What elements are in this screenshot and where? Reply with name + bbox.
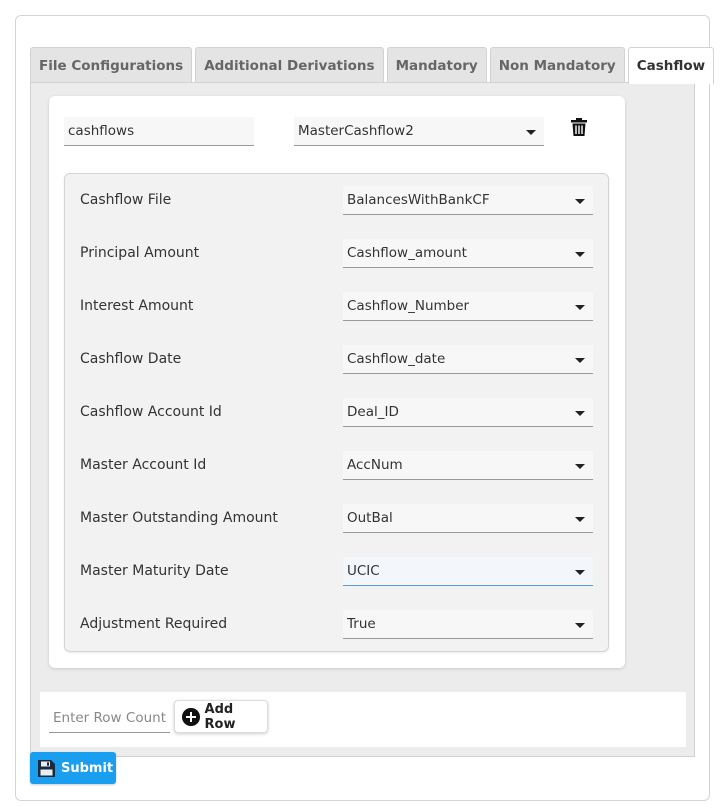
caret-down-icon bbox=[575, 411, 585, 416]
master-cashflow-select[interactable] bbox=[294, 117, 544, 146]
caret-down-icon bbox=[575, 464, 585, 469]
caret-down-icon bbox=[575, 623, 585, 628]
trash-icon[interactable] bbox=[571, 118, 587, 136]
master-account-id-label: Master Account Id bbox=[80, 457, 207, 473]
mapping-row-master-maturity-date bbox=[65, 557, 608, 586]
row-count-input[interactable] bbox=[49, 703, 170, 733]
cashflow-file-value: BalancesWithBankCF bbox=[347, 192, 490, 208]
mapping-row-master-account-id bbox=[65, 451, 608, 480]
caret-down-icon bbox=[575, 305, 585, 310]
mapping-row-principal-amount bbox=[65, 239, 608, 268]
mapping-row-master-outstanding-amount bbox=[65, 504, 608, 533]
cashflow-account-id-label: Cashflow Account Id bbox=[80, 404, 222, 420]
submit-button[interactable] bbox=[30, 752, 116, 784]
master-outstanding-amount-label: Master Outstanding Amount bbox=[80, 510, 278, 526]
cashflow-date-value: Cashflow_date bbox=[347, 351, 446, 367]
tab-additional-derivations[interactable]: Additional Derivations bbox=[195, 47, 383, 83]
adjustment-required-label: Adjustment Required bbox=[80, 616, 228, 632]
cashflow-date-label: Cashflow Date bbox=[80, 351, 182, 367]
tab-file-configurations[interactable]: File Configurations bbox=[30, 47, 192, 83]
tab-mandatory[interactable]: Mandatory bbox=[387, 47, 487, 83]
interest-amount-label: Interest Amount bbox=[80, 298, 194, 314]
caret-down-icon bbox=[575, 199, 585, 204]
cashflow-name-input[interactable] bbox=[64, 117, 254, 146]
interest-amount-select[interactable] bbox=[343, 292, 593, 321]
cashflow-account-id-select[interactable] bbox=[343, 398, 593, 427]
adjustment-required-select[interactable] bbox=[343, 610, 593, 639]
tab-bar bbox=[30, 31, 717, 83]
mapping-row-adjustment-required bbox=[65, 610, 608, 639]
add-row-button-label: Add Row bbox=[204, 701, 236, 732]
cashflow-date-select[interactable] bbox=[343, 345, 593, 374]
caret-down-icon bbox=[575, 517, 585, 522]
caret-down-icon bbox=[526, 130, 536, 135]
cashflow-tab-panel bbox=[30, 82, 695, 757]
cashflow-account-id-value: Deal_ID bbox=[347, 404, 399, 420]
cashflow-row bbox=[49, 96, 625, 668]
tab-cashflow[interactable]: Cashflow bbox=[628, 47, 714, 84]
add-row-button[interactable] bbox=[174, 700, 268, 733]
cashflow-file-select[interactable] bbox=[343, 186, 593, 215]
plus-circle-icon bbox=[182, 708, 200, 726]
mapping-row-cashflow-date bbox=[65, 345, 608, 374]
master-maturity-date-select[interactable] bbox=[343, 557, 593, 586]
config-card bbox=[15, 15, 710, 801]
master-maturity-date-value: UCIC bbox=[347, 563, 380, 579]
master-outstanding-amount-value: OutBal bbox=[347, 510, 393, 526]
master-account-id-select[interactable] bbox=[343, 451, 593, 480]
master-outstanding-amount-select[interactable] bbox=[343, 504, 593, 533]
mapping-row-interest-amount bbox=[65, 292, 608, 321]
adjustment-required-value: True bbox=[347, 616, 376, 632]
master-cashflow-select-value: MasterCashflow2 bbox=[298, 123, 414, 139]
interest-amount-value: Cashflow_Number bbox=[347, 298, 470, 314]
floppy-disk-icon bbox=[38, 760, 55, 777]
caret-down-icon bbox=[575, 252, 585, 257]
tab-non-mandatory[interactable]: Non Mandatory bbox=[490, 47, 625, 83]
column-mapping-panel bbox=[64, 173, 609, 652]
principal-amount-label: Principal Amount bbox=[80, 245, 200, 261]
caret-down-icon bbox=[575, 570, 585, 575]
principal-amount-value: Cashflow_amount bbox=[347, 245, 467, 261]
mapping-row-cashflow-file bbox=[65, 186, 608, 215]
submit-button-label: Submit bbox=[61, 760, 114, 776]
master-account-id-value: AccNum bbox=[347, 457, 403, 473]
principal-amount-select[interactable] bbox=[343, 239, 593, 268]
cashflow-file-label: Cashflow File bbox=[80, 192, 172, 208]
add-row-bar bbox=[40, 692, 686, 747]
caret-down-icon bbox=[575, 358, 585, 363]
master-maturity-date-label: Master Maturity Date bbox=[80, 563, 229, 579]
mapping-row-cashflow-account-id bbox=[65, 398, 608, 427]
